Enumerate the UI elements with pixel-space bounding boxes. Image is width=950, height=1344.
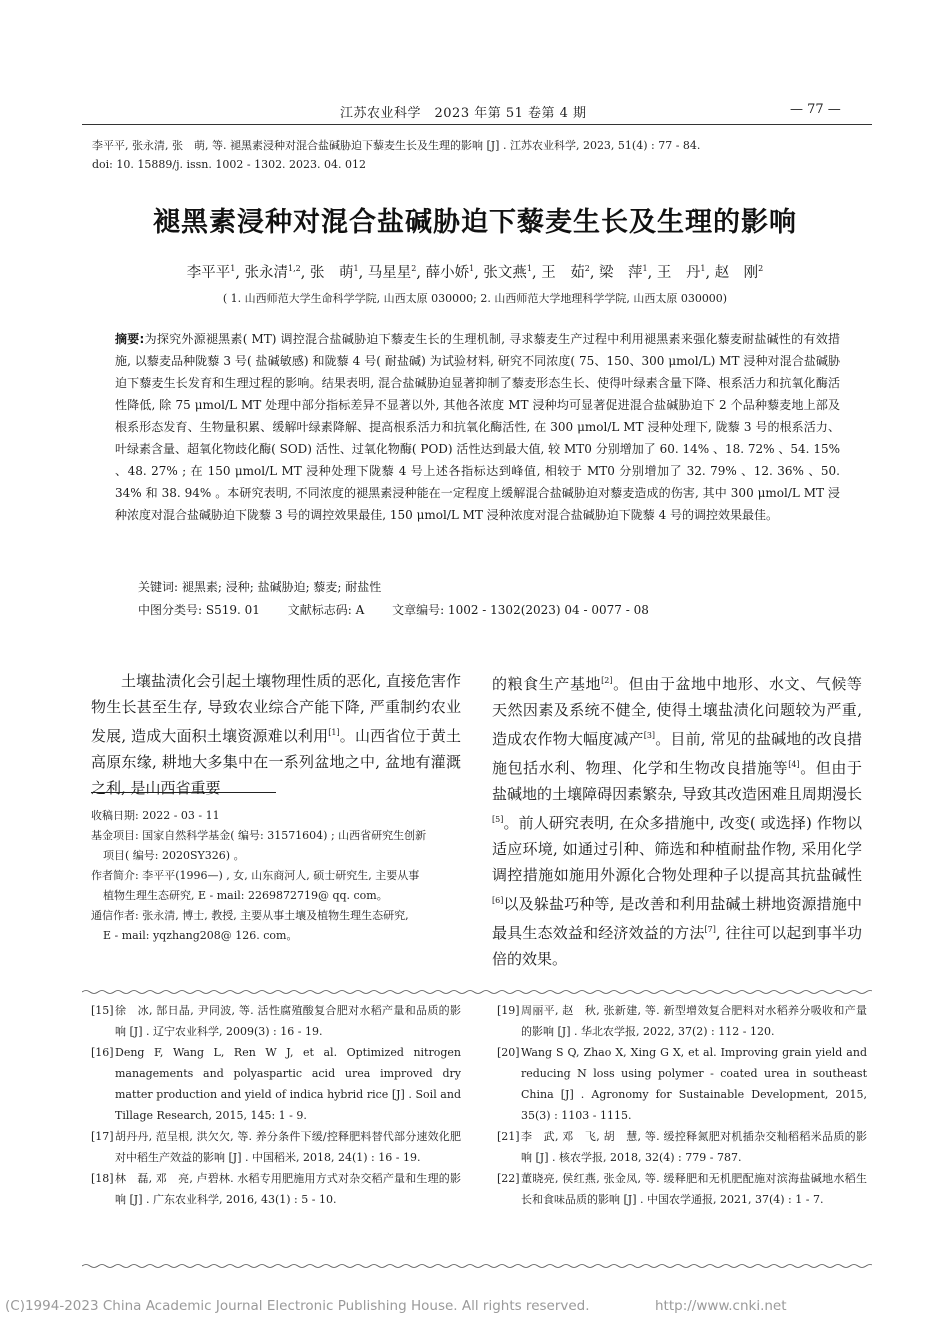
reference-number: [18] bbox=[91, 1172, 114, 1185]
author bbox=[599, 265, 648, 281]
citation-line: 李平平, 张永清, 张 萌, 等. 褪黑素浸种对混合盐碱胁迫下藜麦生长及生理的影响 [J] . 江苏农业科学, 2023, 51(4) : 77 - 84. bbox=[92, 139, 701, 152]
author bbox=[368, 265, 417, 281]
author bbox=[245, 265, 301, 281]
reference-number: [16] bbox=[91, 1046, 114, 1059]
body-left-column bbox=[91, 668, 461, 801]
author-name: 马星星 bbox=[367, 265, 412, 281]
body-text: 。但由于盐碱地的土壤障碍因素繁杂, 导致其改造困难且周期漫长 bbox=[492, 759, 862, 803]
cnki-link[interactable]: http://www.cnki.net bbox=[655, 1298, 787, 1314]
author bbox=[541, 265, 590, 281]
author-name: 王 茹 bbox=[541, 265, 585, 281]
journal-issue: 江苏农业科学 2023 年第 51 卷第 4 期 bbox=[340, 106, 587, 121]
copyright-text: (C)1994-2023 China Academic Journal Electronic Publishing House. All rights reserved. bbox=[5, 1298, 590, 1314]
citation-ref: [6] bbox=[492, 896, 504, 905]
author-affil-mark: 2 bbox=[758, 264, 764, 274]
corresponding-author-cont: E - mail: yqzhang208@ 126. com。 bbox=[103, 929, 298, 942]
doi-line: doi: 10. 15889/j. issn. 1002 - 1302. 2023. 04. 012 bbox=[92, 158, 367, 171]
author-name: 李平平 bbox=[186, 265, 231, 281]
author-name: 赵 刚 bbox=[714, 265, 759, 281]
author-name: 梁 萍 bbox=[599, 265, 643, 281]
author-name: 张 萌 bbox=[309, 265, 354, 281]
doc-code: 文献标志码: A bbox=[287, 603, 365, 617]
reference-text: 董晓亮, 侯红燕, 张金凤, 等. 缓释肥和无机肥配施对滨海盐碱地水稻生长和食味品质的影响 [J] . 中国农学通报, 2021, 37(4) : 1 - 7. bbox=[521, 1172, 867, 1206]
author-name: 王 丹 bbox=[656, 265, 701, 281]
fund-info-cont: 项目( 编号: 2020SY326) 。 bbox=[103, 849, 245, 862]
reference-item bbox=[497, 1168, 867, 1210]
footnotes bbox=[91, 806, 471, 946]
author-affil-mark: 1 bbox=[230, 264, 236, 274]
article-number: 文章编号: 1002 - 1302(2023) 04 - 0077 - 08 bbox=[392, 603, 649, 617]
page-number: — 77 — bbox=[790, 102, 841, 117]
reference-item bbox=[497, 1042, 867, 1126]
citation-ref: [7] bbox=[704, 925, 716, 934]
footnote-rule bbox=[91, 792, 276, 793]
author-name: 张永清 bbox=[244, 265, 289, 281]
citation-ref: [1] bbox=[328, 728, 340, 737]
citation-ref: [2] bbox=[601, 676, 613, 685]
paper-title: 褪黑素浸种对混合盐碱胁迫下藜麦生长及生理的影响 bbox=[153, 207, 797, 238]
citation-ref: [5] bbox=[492, 815, 504, 824]
reference-item bbox=[91, 1126, 461, 1168]
reference-item bbox=[497, 1000, 867, 1042]
body-text: 的粮食生产基地 bbox=[492, 675, 602, 693]
reference-number: [17] bbox=[91, 1130, 114, 1143]
reference-text: 林 磊, 邓 亮, 卢碧林. 水稻专用肥施用方式对杂交稻产量和生理的影响 [J] . 广东农业科学, 2016, 43(1) : 5 - 10. bbox=[115, 1172, 461, 1206]
reference-text: 徐 冰, 郜日晶, 尹同波, 等. 活性腐殖酸复合肥对水稻产量和品质的影响 [J] . 辽宁农业科学, 2009(3) : 16 - 19. bbox=[115, 1004, 461, 1038]
author bbox=[426, 265, 475, 281]
author-affil-mark: 1 bbox=[642, 264, 648, 274]
reference-text: Wang S Q, Zhao X, Xing G X, et al. Improving grain yield and reducing N loss using polymer - coated urea in southeast China [J] . Agronomy for Sustainable Development, 2015, 35(3) : 1103 - 1115. bbox=[521, 1046, 867, 1122]
author bbox=[483, 265, 532, 281]
author-affil-mark: 2 bbox=[411, 264, 417, 274]
author-name: 薛小娇 bbox=[425, 265, 470, 281]
abstract-label: 摘要: bbox=[115, 332, 145, 346]
reference-number: [20] bbox=[497, 1046, 520, 1059]
separator-wave bbox=[82, 989, 872, 995]
body-text: 。目前, 常见的盐碱地的改良措施包括水利、物理、化学和生物改良措施等 bbox=[492, 730, 862, 777]
author bbox=[310, 265, 359, 281]
affiliations: ( 1. 山西师范大学生命科学学院, 山西太原 030000; 2. 山西师范大学地理科学学院, 山西太原 030000) bbox=[222, 292, 728, 305]
body-text: 以及躲盐巧种等, 是改善和利用盐碱土耕地资源措施中最具生态效益和经济效益的方法 bbox=[492, 895, 862, 942]
references-left bbox=[91, 1000, 461, 1210]
citation-block bbox=[92, 136, 882, 174]
header-rule bbox=[82, 124, 872, 125]
reference-item bbox=[91, 1042, 461, 1126]
citation-ref: [4] bbox=[788, 760, 800, 769]
author bbox=[187, 265, 236, 281]
body-text: 土壤盐渍化会引起土壤物理性质的恶化, 直接危害作物生长甚至生存, 导致农业综合产能下降, 严重制约农业发展, 造成大面积土壤资源难以利用 bbox=[91, 672, 461, 745]
body-text: 。但由于盆地中地形、水文、气候等天然因素及系统不健全, 使得土壤盐渍化问题较为严重, 造成农作物大幅度减产 bbox=[492, 675, 862, 748]
author-name: 张文燕 bbox=[483, 265, 527, 281]
keywords: 关键词: 褪黑素; 浸种; 盐碱胁迫; 藜麦; 耐盐性 bbox=[138, 580, 382, 594]
author-affil-mark: 2 bbox=[584, 264, 590, 274]
citation-ref: [3] bbox=[643, 731, 656, 740]
reference-item bbox=[497, 1126, 867, 1168]
body-right-column bbox=[492, 668, 862, 972]
body-text: 。前人研究表明, 在众多措施中, 改变( 或选择) 作物以适应环境, 如通过引种、筛选和种植耐盐作物, 采用化学调控措施如施用外源化合物处理种子以提高其抗盐碱性 bbox=[492, 814, 862, 884]
reference-text: 李 武, 邓 飞, 胡 慧, 等. 缓控释氮肥对机插杂交籼稻稻米品质的影响 [J] . 核农学报, 2018, 32(4) : 779 - 787. bbox=[521, 1130, 867, 1164]
author bbox=[657, 265, 706, 281]
reference-text: 胡丹丹, 范呈根, 洪欠欠, 等. 养分条件下缓/控释肥料替代部分速效化肥对中稻生产效益的影响 [J] . 中国稻米, 2018, 24(1) : 16 - 19. bbox=[115, 1130, 461, 1164]
reference-number: [19] bbox=[497, 1004, 520, 1017]
author-bio-cont: 植物生理生态研究, E - mail: 2269872719@ qq. com。 bbox=[103, 889, 388, 902]
author-affil-mark: 1 bbox=[700, 264, 706, 274]
reference-number: [22] bbox=[497, 1172, 520, 1185]
classification bbox=[138, 601, 673, 618]
fund-info: 基金项目: 国家自然科学基金( 编号: 31571604) ; 山西省研究生创新 bbox=[91, 829, 427, 842]
abstract-text: 为探究外源褪黑素( MT) 调控混合盐碱胁迫下藜麦生长的生理机制, 寻求藜麦生产过程中利用褪黑素来强化藜麦耐盐碱性的有效措施, 以藜麦品种陇藜 3 号( 盐碱敏感) 和陇藜 4 号( 耐盐碱) 为试验材料, 研究不同浓度( 75、150、300 μmol/L) MT 浸种对混合盐碱胁迫下藜麦生长发育和生理过程的影响。结果表明, 混合盐碱胁迫显著抑制了藜麦形态生长、使得叶绿素含量下降、根系活力和抗氧化酶活性降低, 除 75 μmol/L MT 处理中部分指标差异不显著以外, 其他各浓度 MT 浸种均可显著促进混合盐碱胁迫下 2 个品种藜麦地上部及根系形态发育、生物量积累、缓解叶绿素降解、提高根系活力和抗氧化酶活性, 在 300 μmol/L MT 浸种处理下, 陇藜 3 号的根系活力、叶绿素含量、超氧化物歧化酶( SOD) 活性、过氧化物酶( POD) 活性达到最大值, 较 MT0 分别增加了 60. 14% 、18. 72% 、54. 15% 、48. 27% ; 在 150 μmol/L MT 浸种处理下陇藜 4 号上述各指标达到峰值, 相较于 MT0 分别增加了 32. 79% 、12. 36% 、50. 34% 和 38. 94% 。本研究表明, 不同浓度的褪黑素浸种能在一定程度上缓解混合盐碱胁迫对藜麦造成的伤害, 其中 300 μmol/L MT 浸种浓度对混合盐碱胁迫下陇藜 3 号的调控效果最佳, 150 μmol/L MT 浸种浓度对混合盐碱胁迫下陇藜 4 号的调控效果最佳。 bbox=[115, 332, 840, 522]
separator-wave-bottom bbox=[82, 1263, 872, 1269]
author-affil-mark: 1 bbox=[353, 264, 359, 274]
reference-number: [21] bbox=[497, 1130, 520, 1143]
corresponding-author: 通信作者: 张永清, 博士, 教授, 主要从事土壤及植物生理生态研究, bbox=[91, 909, 409, 922]
author-affil-mark: 1 bbox=[526, 264, 533, 274]
author-affil-mark: 1 bbox=[469, 264, 475, 274]
received-date: 收稿日期: 2022 - 03 - 11 bbox=[91, 809, 220, 822]
reference-text: 周丽平, 赵 秋, 张新建, 等. 新型增效复合肥料对水稻养分吸收和产量的影响 [J] . 华北农学报, 2022, 37(2) : 112 - 120. bbox=[521, 1004, 867, 1038]
body-text: 。山西省位于黄土高原东缘, 耕地大多集中在一系列盆地之中, 盆地有灌溉之利, 是山西省重要 bbox=[91, 727, 461, 797]
reference-item bbox=[91, 1168, 461, 1210]
references-right bbox=[497, 1000, 867, 1210]
body-text: , 往往可以起到事半功倍的效果。 bbox=[492, 924, 862, 968]
clc-number: 中图分类号: S519. 01 bbox=[138, 603, 260, 617]
author-bio: 作者简介: 李平平(1996—) , 女, 山东商河人, 硕士研究生, 主要从事 bbox=[91, 869, 420, 882]
abstract bbox=[115, 328, 840, 526]
reference-number: [15] bbox=[91, 1004, 114, 1017]
reference-item bbox=[91, 1000, 461, 1042]
author-affil-mark: 1,2 bbox=[288, 264, 301, 274]
author-list: 李平平$^1$, 张永清$^{1,2}$, 张 萌$^1$, 马星星$^2$, 薛小娇$^1$, 张文燕$^1$, 王 茹$^2$, 梁 萍$^1$, 王 丹$^1$, 赵 刚$^2$ bbox=[186, 264, 764, 281]
author bbox=[715, 265, 764, 281]
reference-text: Deng F, Wang L, Ren W J, et al. Optimized nitrogen managements and polyaspartic acid urea improved dry matter production and yield of indica hybrid rice [J] . Soil and Tillage Research, 2015, 145: 1 - 9. bbox=[115, 1046, 461, 1122]
